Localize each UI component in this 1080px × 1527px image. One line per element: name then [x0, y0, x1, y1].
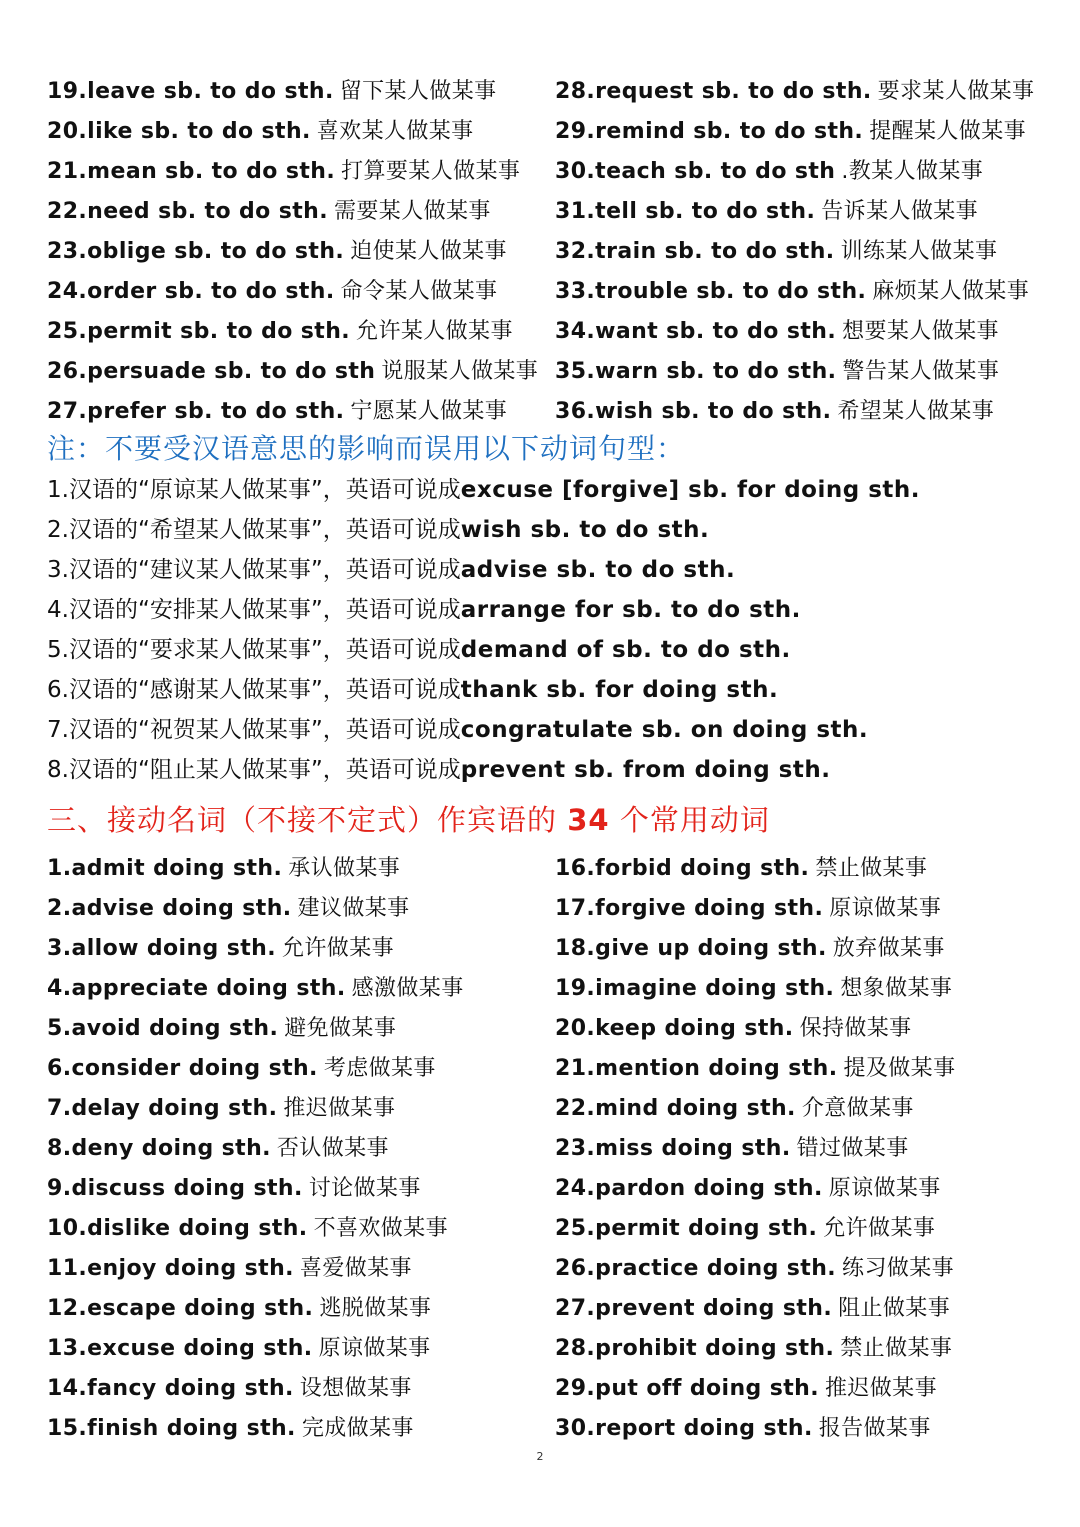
- list-item: [555, 1089, 1035, 1129]
- item-chinese: 宁愿某人做某事: [350, 399, 508, 424]
- note-item-english: demand of sb. to do sth.: [460, 637, 791, 663]
- list-item: [555, 1009, 1035, 1049]
- note-item: [47, 550, 920, 590]
- list-item: [555, 929, 1035, 969]
- section-heading: [47, 798, 770, 842]
- note-item: [47, 670, 920, 710]
- item-english: 22.mind doing sth.: [555, 1096, 796, 1121]
- list-item: [555, 192, 1035, 232]
- item-english: 5.avoid doing sth.: [47, 1016, 279, 1041]
- note-item: [47, 710, 920, 750]
- list-item: [47, 1369, 555, 1409]
- item-chinese: 说服某人做某事: [381, 359, 539, 384]
- list-item: [47, 849, 555, 889]
- item-chinese: 要求某人做某事: [877, 79, 1035, 104]
- list-item: [555, 312, 1035, 352]
- item-english: 16.forbid doing sth.: [555, 856, 810, 881]
- list-item: [47, 1049, 555, 1089]
- note-item-english: thank sb. for doing sth.: [460, 677, 779, 703]
- item-chinese: 报告做某事: [818, 1416, 931, 1441]
- item-chinese: 喜欢某人做某事: [316, 119, 474, 144]
- item-chinese: 提醒某人做某事: [869, 119, 1026, 144]
- item-chinese: 推迟做某事: [824, 1376, 937, 1401]
- list-item: [47, 72, 555, 112]
- item-english: 20.like sb. to do sth.: [47, 119, 311, 144]
- item-english: 28.prohibit doing sth.: [555, 1336, 835, 1361]
- list-item: [555, 232, 1035, 272]
- item-english: 26.practice doing sth.: [555, 1256, 837, 1281]
- item-english: 33.trouble sb. to do sth.: [555, 279, 867, 304]
- note-item-chinese: 4.汉语的“安排某人做某事”，英语可说成: [47, 597, 461, 623]
- list-item: [555, 1369, 1035, 1409]
- item-english: 12.escape doing sth.: [47, 1296, 314, 1321]
- list-item: [555, 112, 1035, 152]
- list-item: [47, 152, 555, 192]
- item-chinese: 麻烦某人做某事: [872, 279, 1030, 304]
- item-english: 22.need sb. to do sth.: [47, 199, 328, 224]
- item-english: 2.advise doing sth.: [47, 896, 292, 921]
- note-item-chinese: 7.汉语的“祝贺某人做某事”，英语可说成: [47, 717, 461, 743]
- section-heading-number: 34: [567, 803, 610, 837]
- list-item: [555, 352, 1035, 392]
- list-item: [555, 889, 1035, 929]
- list-item: [47, 929, 555, 969]
- item-chinese: 原谅做某事: [318, 1336, 431, 1361]
- list-item: [47, 1089, 555, 1129]
- note-item: [47, 470, 920, 510]
- list-item: [47, 1209, 555, 1249]
- note-heading: 注：不要受汉语意思的影响而误用以下动词句型：: [47, 432, 686, 465]
- item-chinese: 允许做某事: [282, 936, 395, 961]
- item-english: 17.forgive doing sth.: [555, 896, 824, 921]
- item-chinese: 想要某人做某事: [842, 319, 999, 344]
- list-item: [555, 1409, 1035, 1449]
- list-item: [47, 272, 555, 312]
- item-english: 14.fancy doing sth.: [47, 1376, 294, 1401]
- item-chinese: 禁止做某事: [840, 1336, 953, 1361]
- list-item: [47, 1409, 555, 1449]
- list-item: [47, 1129, 555, 1169]
- item-chinese: 避免做某事: [284, 1016, 397, 1041]
- list-item: [47, 1009, 555, 1049]
- item-english: 25.permit sb. to do sth.: [47, 319, 351, 344]
- item-english: 18.give up doing sth.: [555, 936, 827, 961]
- item-chinese: 不喜欢做某事: [313, 1216, 448, 1241]
- item-english: 31.tell sb. to do sth.: [555, 199, 816, 224]
- list-item: [555, 1049, 1035, 1089]
- item-english: 27.prevent doing sth.: [555, 1296, 833, 1321]
- item-english: 27.prefer sb. to do sth.: [47, 399, 345, 424]
- item-chinese: 建议做某事: [297, 896, 410, 921]
- list-item: [47, 969, 555, 1009]
- list-item: [555, 969, 1035, 1009]
- note-item-english: prevent sb. from doing sth.: [460, 757, 831, 783]
- item-english: 21.mean sb. to do sth.: [47, 159, 336, 184]
- item-english: 26.persuade sb. to do sth: [47, 359, 376, 384]
- verb-list-doing: [47, 849, 1035, 1449]
- item-english: 30.report doing sth.: [555, 1416, 813, 1441]
- item-chinese: 迫使某人做某事: [350, 239, 507, 264]
- note-item-chinese: 5.汉语的“要求某人做某事”，英语可说成: [47, 637, 461, 663]
- item-chinese: 设想做某事: [299, 1376, 412, 1401]
- list-item: [555, 1249, 1035, 1289]
- list-item: [47, 232, 555, 272]
- list-item: [47, 1329, 555, 1369]
- item-chinese: 否认做某事: [276, 1136, 389, 1161]
- note-item-chinese: 1.汉语的“原谅某人做某事”，英语可说成: [47, 477, 461, 503]
- item-english: 1.admit doing sth.: [47, 856, 283, 881]
- list-item: [47, 112, 555, 152]
- section-heading-prefix: 三、接动名词（不接不定式）作宾语的: [47, 803, 558, 837]
- item-english: 9.discuss doing sth.: [47, 1176, 303, 1201]
- note-item-english: excuse [forgive] sb. for doing sth.: [460, 477, 920, 503]
- list-item: [555, 392, 1035, 432]
- item-chinese: 告诉某人做某事: [821, 199, 979, 224]
- item-english: 35.warn sb. to do sth.: [555, 359, 837, 384]
- list-item: [47, 889, 555, 929]
- item-english: 34.want sb. to do sth.: [555, 319, 837, 344]
- list-item: [555, 1169, 1035, 1209]
- list-item: [47, 392, 555, 432]
- item-chinese: 完成做某事: [301, 1416, 414, 1441]
- note-item-chinese: 3.汉语的“建议某人做某事”，英语可说成: [47, 557, 461, 583]
- list-item: [555, 72, 1035, 112]
- item-chinese: 命令某人做某事: [340, 279, 498, 304]
- item-chinese: 喜爱做某事: [299, 1256, 412, 1281]
- item-english: 4.appreciate doing sth.: [47, 976, 346, 1001]
- note-item: [47, 750, 920, 790]
- item-english: 8.deny doing sth.: [47, 1136, 271, 1161]
- list-item: [47, 312, 555, 352]
- section-heading-suffix: 个常用动词: [619, 803, 770, 837]
- item-english: 28.request sb. to do sth.: [555, 79, 872, 104]
- list-item: [555, 849, 1035, 889]
- item-chinese: 想象做某事: [840, 976, 953, 1001]
- list-item: [47, 1289, 555, 1329]
- item-english: 7.delay doing sth.: [47, 1096, 278, 1121]
- item-chinese: 保持做某事: [799, 1016, 912, 1041]
- note-item: [47, 510, 920, 550]
- item-english: 32.train sb. to do sth.: [555, 239, 835, 264]
- item-chinese: 承认做某事: [288, 856, 401, 881]
- item-chinese: 允许做某事: [823, 1216, 936, 1241]
- item-chinese: 提及做某事: [843, 1056, 956, 1081]
- item-english: 11.enjoy doing sth.: [47, 1256, 294, 1281]
- item-english: 29.remind sb. to do sth.: [555, 119, 864, 144]
- item-english: 29.put off doing sth.: [555, 1376, 819, 1401]
- item-chinese: 禁止做某事: [815, 856, 928, 881]
- item-english: 15.finish doing sth.: [47, 1416, 296, 1441]
- item-chinese: 需要某人做某事: [334, 199, 491, 224]
- item-chinese: 训练某人做某事: [840, 239, 998, 264]
- item-chinese: 打算要某人做某事: [341, 159, 521, 184]
- item-english: 19.imagine doing sth.: [555, 976, 835, 1001]
- list-item: [47, 352, 555, 392]
- item-chinese: 留下某人做某事: [339, 79, 497, 104]
- verb-list-sb-to-do: [47, 72, 1035, 432]
- list-item: [555, 1289, 1035, 1329]
- item-english: 23.oblige sb. to do sth.: [47, 239, 345, 264]
- item-chinese: 练习做某事: [842, 1256, 955, 1281]
- item-english: 25.permit doing sth.: [555, 1216, 818, 1241]
- item-chinese: 放弃做某事: [832, 936, 945, 961]
- item-english: 20.keep doing sth.: [555, 1016, 794, 1041]
- item-english: 3.allow doing sth.: [47, 936, 276, 961]
- item-chinese: 推迟做某事: [283, 1096, 396, 1121]
- item-chinese: 原谅做某事: [829, 896, 942, 921]
- note-item: [47, 630, 920, 670]
- note-item-chinese: 8.汉语的“阻止某人做某事”，英语可说成: [47, 757, 461, 783]
- note-item-chinese: 6.汉语的“感谢某人做某事”，英语可说成: [47, 677, 461, 703]
- item-english: 10.dislike doing sth.: [47, 1216, 308, 1241]
- note-list: [47, 470, 920, 790]
- item-chinese: 介意做某事: [801, 1096, 914, 1121]
- item-chinese: .教某人做某事: [841, 159, 984, 184]
- list-item: [555, 1209, 1035, 1249]
- item-english: 36.wish sb. to do sth.: [555, 399, 832, 424]
- item-chinese: 希望某人做某事: [837, 399, 995, 424]
- note-item-english: arrange for sb. to do sth.: [460, 597, 801, 623]
- list-item: [555, 1129, 1035, 1169]
- note-item: [47, 590, 920, 630]
- item-english: 19.leave sb. to do sth.: [47, 79, 334, 104]
- item-english: 24.order sb. to do sth.: [47, 279, 335, 304]
- item-chinese: 考虑做某事: [323, 1056, 436, 1081]
- page-number: 2: [536, 1450, 544, 1463]
- list-item: [555, 272, 1035, 312]
- note-item-chinese: 2.汉语的“希望某人做某事”，英语可说成: [47, 517, 461, 543]
- item-chinese: 警告某人做某事: [842, 359, 1000, 384]
- item-chinese: 感激做某事: [351, 976, 464, 1001]
- item-chinese: 允许某人做某事: [356, 319, 513, 344]
- list-item: [555, 152, 1035, 192]
- item-chinese: 阻止做某事: [838, 1296, 951, 1321]
- item-chinese: 错过做某事: [796, 1136, 909, 1161]
- item-english: 13.excuse doing sth.: [47, 1336, 313, 1361]
- note-item-english: wish sb. to do sth.: [460, 517, 710, 543]
- item-english: 6.consider doing sth.: [47, 1056, 318, 1081]
- item-chinese: 逃脱做某事: [319, 1296, 432, 1321]
- list-item: [47, 1169, 555, 1209]
- item-english: 21.mention doing sth.: [555, 1056, 838, 1081]
- item-english: 23.miss doing sth.: [555, 1136, 791, 1161]
- note-item-english: congratulate sb. on doing sth.: [460, 717, 869, 743]
- list-item: [47, 1249, 555, 1289]
- item-english: 30.teach sb. to do sth: [555, 159, 836, 184]
- list-item: [555, 1329, 1035, 1369]
- item-chinese: 讨论做某事: [308, 1176, 421, 1201]
- item-english: 24.pardon doing sth.: [555, 1176, 823, 1201]
- item-chinese: 原谅做某事: [828, 1176, 941, 1201]
- list-item: [47, 192, 555, 232]
- note-item-english: advise sb. to do sth.: [460, 557, 736, 583]
